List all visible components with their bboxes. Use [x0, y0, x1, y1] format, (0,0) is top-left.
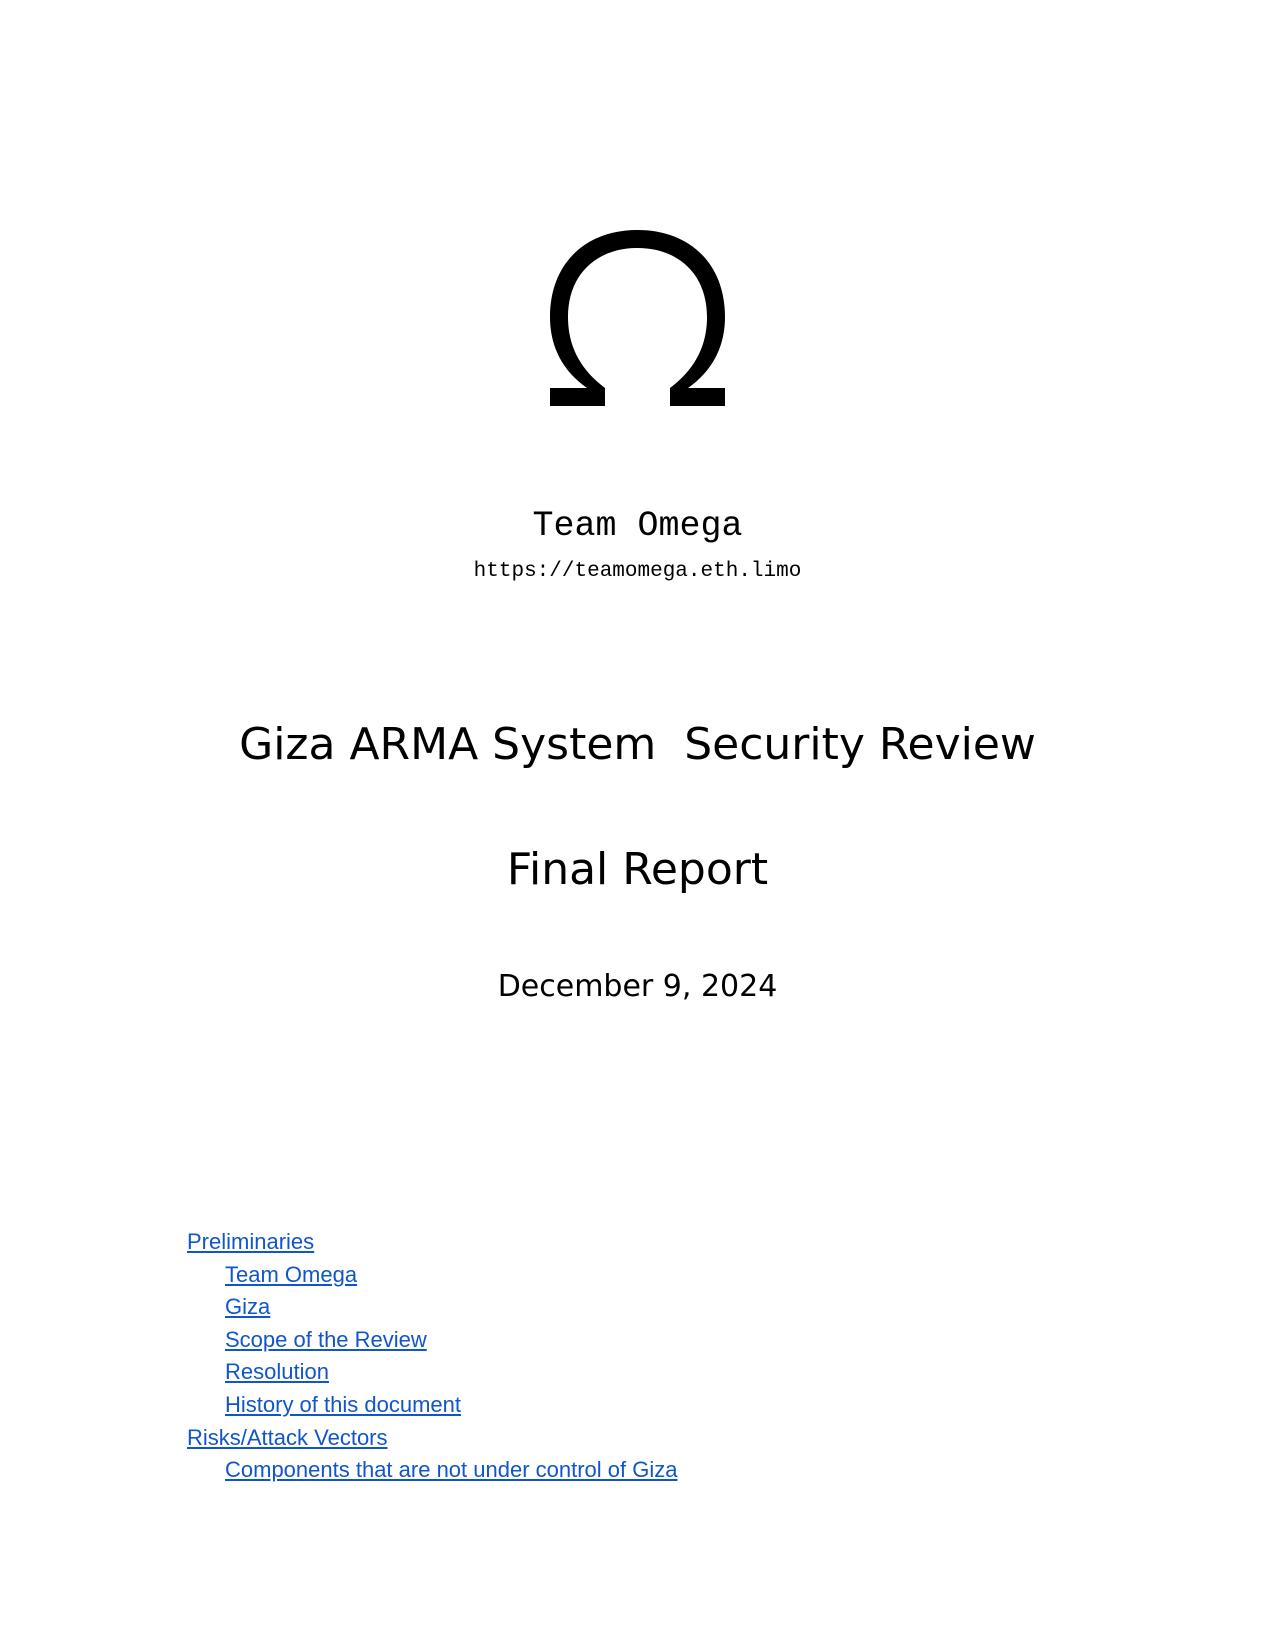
toc-item-preliminaries — [187, 1226, 1087, 1259]
toc-item-components-not-under-control — [187, 1454, 1087, 1487]
toc-item-risks-attack-vectors — [187, 1422, 1087, 1455]
omega-symbol-icon — [545, 224, 730, 414]
toc-link-scope-of-the-review[interactable]: Scope of the Review — [225, 1326, 427, 1352]
toc-link-components-not-under-control[interactable]: Components that are not under control of Giza — [225, 1457, 678, 1483]
toc-link-preliminaries[interactable]: Preliminaries — [187, 1229, 315, 1254]
toc-link-history-of-this-document[interactable]: History of this document — [225, 1391, 461, 1417]
toc-item-history-of-this-document — [187, 1389, 1087, 1422]
team-name: Team Omega — [532, 506, 743, 546]
omega-logo — [545, 224, 730, 414]
team-url: https://teamomega.eth.limo — [473, 560, 802, 583]
toc-link-team-omega[interactable]: Team Omega — [225, 1261, 358, 1287]
toc-link-resolution[interactable]: Resolution — [225, 1359, 329, 1385]
document-title: Giza ARMA System Security Review — [239, 719, 1036, 770]
table-of-contents — [187, 1226, 1087, 1487]
document-subtitle: Final Report — [506, 844, 769, 895]
toc-link-giza[interactable]: Giza — [225, 1294, 271, 1320]
document-date: December 9, 2024 — [497, 969, 778, 1004]
toc-item-scope-of-the-review — [187, 1324, 1087, 1357]
toc-link-risks-attack-vectors[interactable]: Risks/Attack Vectors — [187, 1424, 388, 1450]
toc-item-giza — [187, 1291, 1087, 1324]
toc-item-resolution — [187, 1356, 1087, 1389]
toc-item-team-omega — [187, 1259, 1087, 1292]
